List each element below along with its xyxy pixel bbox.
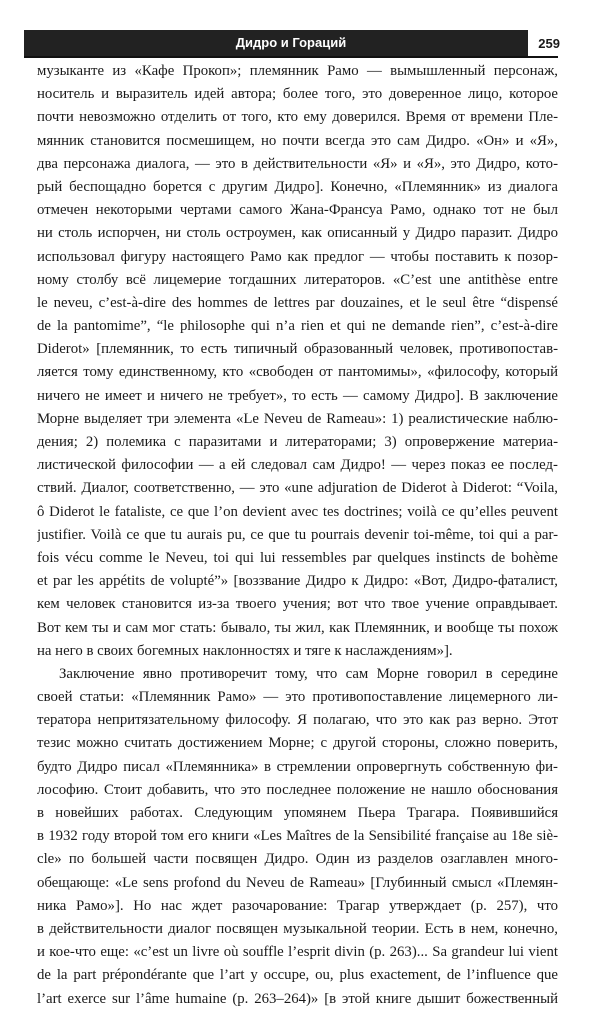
text-line: кем человек становится из-за твоего учения; вот что твое учение оправдывает. xyxy=(37,596,558,613)
text-line: justifier. Voilà ce que tu aurais pu, ce que tu pourrais devenir toi-même, toi qui a par- xyxy=(37,526,558,543)
text-line: ному столбу всё лицемерие тогдашних литераторов. «C’est une antithèse entre xyxy=(37,271,558,288)
text-line: ствий. Диалог, соответственно, — это «une adjuration de Diderot à Diderot: “Voila, xyxy=(37,480,558,497)
text-line: тератора непритязательному философу. Я полагаю, что это как раз верно. Этот xyxy=(37,712,558,729)
text-line: ляется тому единственному, кто «свободен от пантомимы», «философу, который xyxy=(37,364,558,381)
text-line: лософию. Стоит добавить, что это последнее положение не нашло обоснования xyxy=(37,781,558,798)
text-line: ô Diderot le fataliste, ce que l’on devient avec tes doctrines; voilà ce qu’elles peuvent xyxy=(37,503,558,520)
text-line: l’art exerce sur l’âme humaine (p. 263–264)» [в этой книге дышит божественный xyxy=(37,990,558,1007)
text-line: Вот кем ты и сам мог стать: бывало, ты жил, как Племянник, и вообще ты похож xyxy=(37,619,558,636)
text-line: носитель и выразитель идей автора; более того, это доверенное лицо, которое xyxy=(37,86,558,103)
text-line: и кое-что еще: «c’est un livre où souffle l’esprit divin (p. 263)... Sa grandeur lui vient xyxy=(37,944,558,961)
running-header xyxy=(24,30,558,58)
text-line: Diderot» [племянник, то есть типичный образованный человек, противопостав- xyxy=(37,341,558,358)
text-line: отмечен некоторыми чертами самого Жана-Франсуа Рамо, однако тот не был xyxy=(37,202,558,219)
text-line: использовал фигуру настоящего Рамо как предлог — чтобы поставить к позор- xyxy=(37,248,558,265)
text-line: обещающе: «Le sens profond du Neveu de Rameau» [Глубинный смысл «Племян- xyxy=(37,874,558,891)
text-line: le neveu, c’est-à-dire des hommes de lettres par douzaines, et le seul être “dispensé xyxy=(37,294,558,311)
text-line: мянник становится посмешищем, но почти всегда это сам Дидро. «Он» и «Я», xyxy=(37,132,558,149)
text-line: fois vécu comme le Neveu, toi qui lui ressembles par quelques instincts de bohème xyxy=(37,549,558,566)
text-line: ни столь испорчен, ни столь остроумен, как описанный у Дидро паразит. Дидро xyxy=(37,225,558,242)
text-line: будто Дидро писал «Племянника» в стремлении опровергнуть собственную фи- xyxy=(37,758,558,775)
text-line: в 1932 году второй том его книги «Les Maîtres de la Sensibilité française au 18e siè- xyxy=(37,828,558,845)
text-line: два персонажа диалога, — это в действительности «Я» и «Я», это Дидро, кото- xyxy=(37,155,558,172)
text-line: на него в своих богемных наклонностях и тяге к наслаждениям»]. xyxy=(37,642,453,659)
text-line: Морне выделяет три элемента «Le Neveu de Rameau»: 1) реалистические наблю- xyxy=(37,410,558,427)
text-line: et par les appétits de volupté”» [воззвание Дидро к Дидро: «Вот, Дидро-фаталист, xyxy=(37,573,558,590)
text-line: листической философии — а ей следовал сам Дидро! — через показ ее послед- xyxy=(37,457,558,474)
text-line: cle» по большей части посвящен Дидро. Один из разделов озаглавлен много- xyxy=(37,851,558,868)
text-line: de la part prépondérante que l’art y occupe, ou, plus exactement, de l’influence que xyxy=(37,967,558,984)
body-text xyxy=(37,60,558,1011)
running-title: Дидро и Гораций xyxy=(235,35,347,50)
text-line: музыканте из «Кафе Прокоп»; племянник Рамо — вымышленный персонаж, xyxy=(37,63,558,79)
text-line: в действительности диалог посвящен музыкальной теории. Есть в нем, конечно, xyxy=(37,920,558,937)
text-line: ника Рамо»]. Но нас ждет разочарование: Трагар утверждает (p. 257), что xyxy=(37,897,558,914)
page-number: 259 xyxy=(528,30,560,56)
text-line: в новейших работах. Следующим упомянем Пьера Трагара. Появившийся xyxy=(37,805,558,821)
text-line: дения; 2) полемика с паразитами и литераторами; 3) опровержение материа- xyxy=(37,434,558,450)
text-line: Заключение явно противоречит тому, что сам Морне говорил в середине xyxy=(59,665,558,682)
text-line: тезис можно считать достижением Морне; с другой стороны, сложно поверить, xyxy=(37,735,558,752)
text-line: почти невозможно отделить от того, кто ему доверился. Время от времени Пле- xyxy=(37,109,558,126)
text-line: своей статьи: «Племянник Рамо» — это противопоставление лицемерного ли- xyxy=(37,689,558,706)
text-line: ничего не имеет и ничего не требует», то есть — самому Дидро]. В заключение xyxy=(37,387,558,404)
text-line: de la pantomime”, “le philosophe qui n’a rien et qui ne demande rien”, c’est-à-dire xyxy=(37,318,558,335)
text-line: рый беспощадно борется с другим Дидро]. Конечно, «Племянник» из диалога xyxy=(37,178,558,195)
